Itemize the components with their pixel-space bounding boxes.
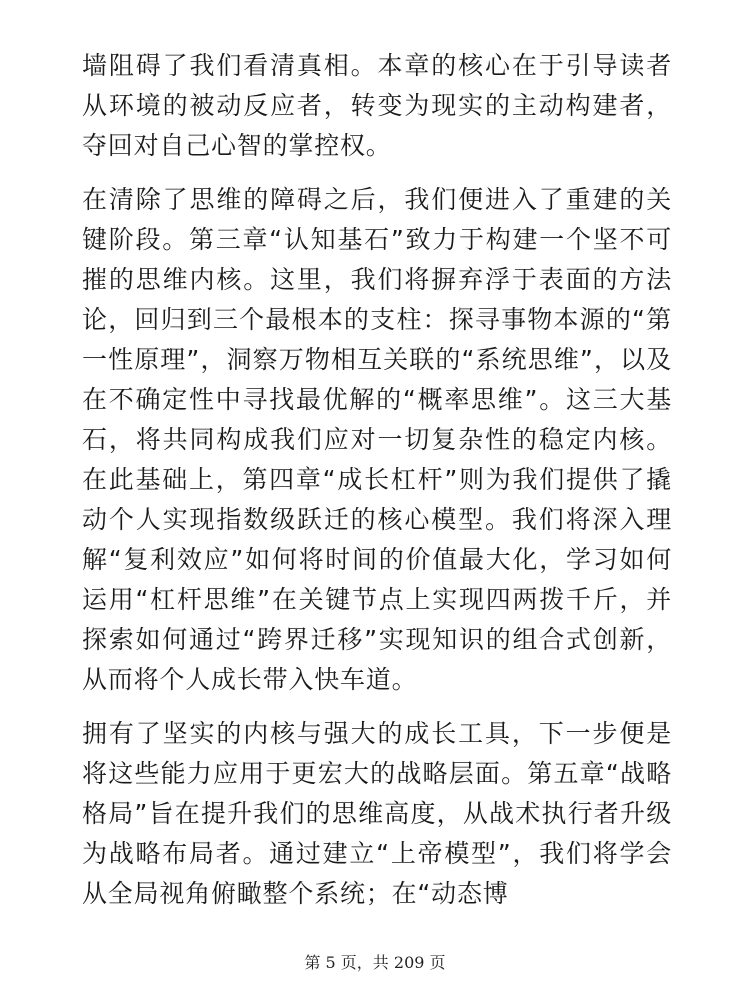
paragraph-1: 墙阻碍了我们看清真相。本章的核心在于引导读者从环境的被动反应者，转变为现实的主动构建者，夺回对自己心智的掌控权。 [82,51,672,160]
page-number-footer: 第 5 页，共 209 页 [304,953,446,972]
paragraph-3: 拥有了坚实的内核与强大的成长工具，下一步便是将这些能力应用于更宏大的战略层面。第五章“战略格局”旨在提升我们的思维高度，从战术执行者升级为战略布局者。通过建立“上帝模型”，我们将学会从全局视角俯瞰整个系统；在“动态博 [82,719,672,908]
paragraph-2: 在清除了思维的障碍之后，我们便进入了重建的关键阶段。第三章“认知基石”致力于构建一个坚不可摧的思维内核。这里，我们将摒弃浮于表面的方法论，回归到三个最根本的支柱：探寻事物本源的“第一性原理”，洞察万物相互关联的“系统思维”，以及在不确定性中寻找最优解的“概率思维”。这三大基石，将共同构成我们应对一切复杂性的稳定内核。在此基础上，第四章“成长杠杆”则为我们提供了撬动个人实现指数级跃迁的核心模型。我们将深入理解“复利效应”如何将时间的价值最大化，学习如何运用“杠杆思维”在关键节点上实现四两拨千斤，并探索如何通过“跨界迁移”实现知识的组合式创新，从而将个人成长带入快车道。 [82,185,672,694]
page-body [82,46,672,928]
